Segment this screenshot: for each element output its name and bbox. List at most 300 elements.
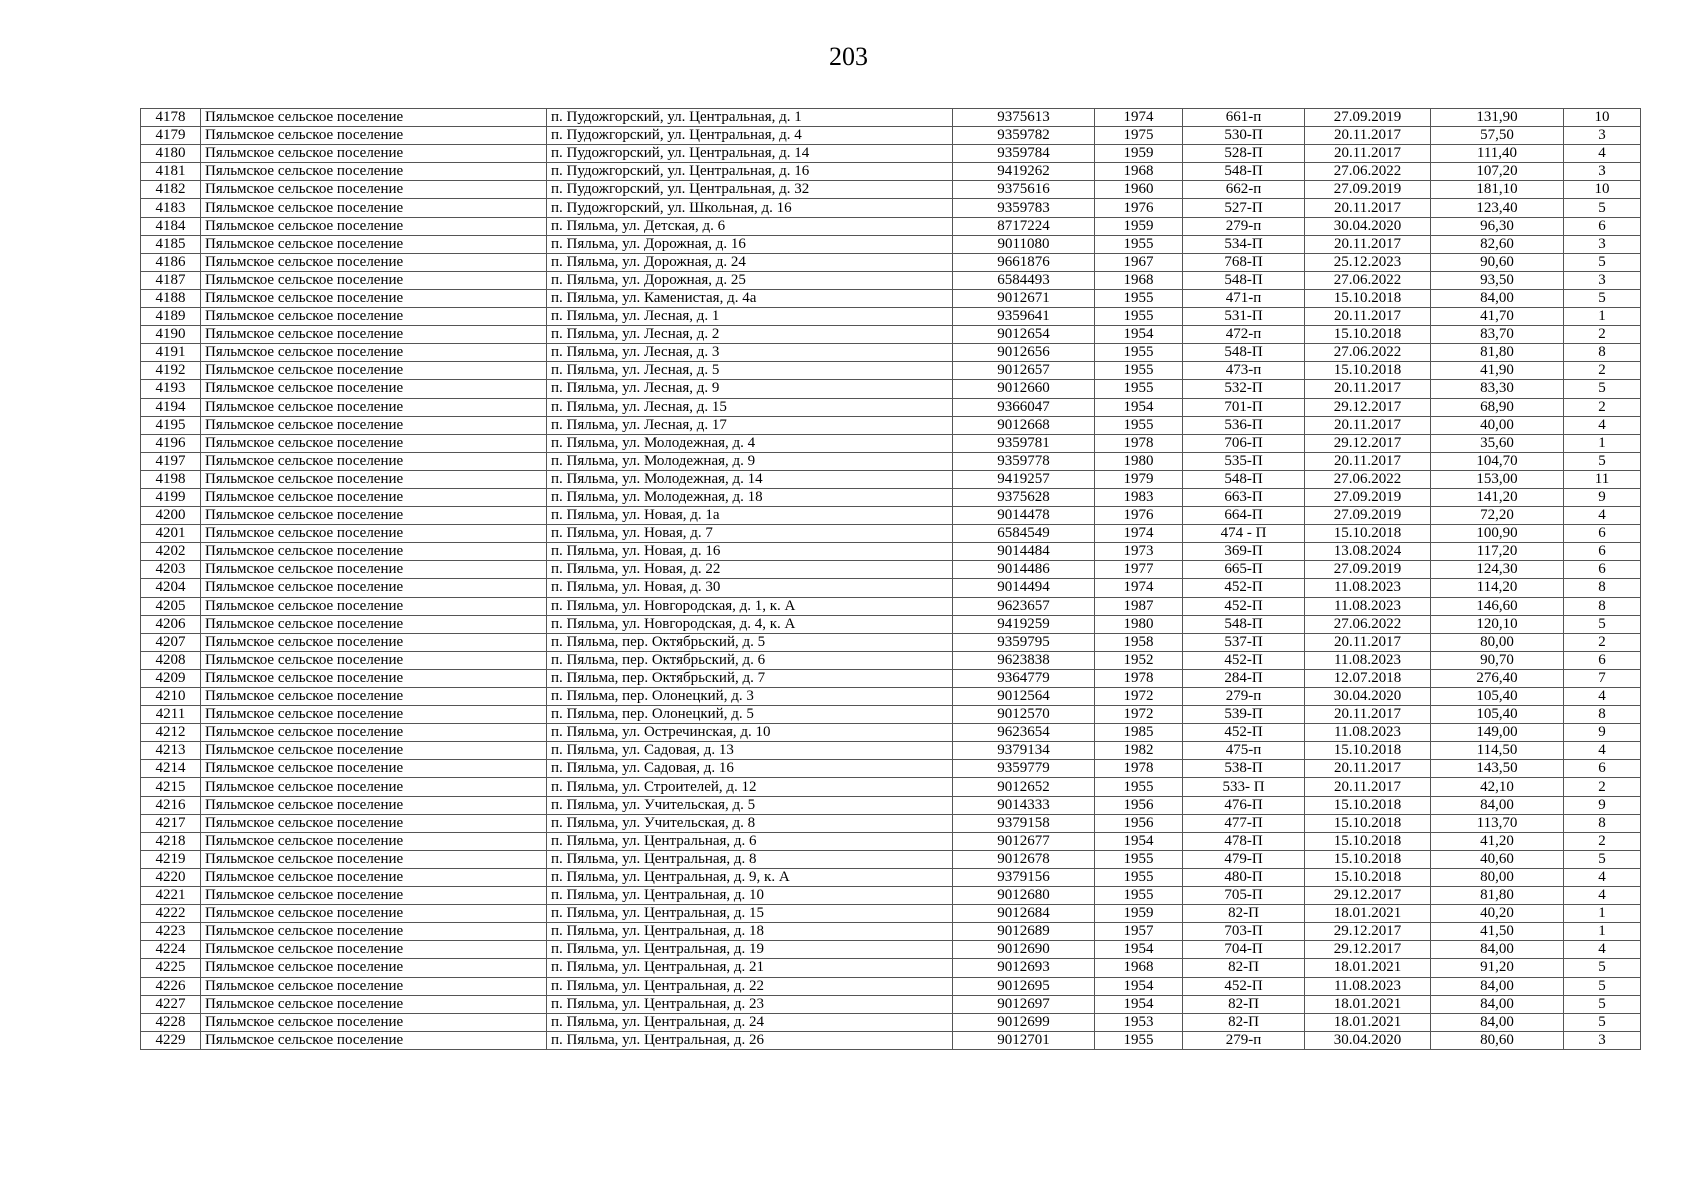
- record-number-cell: 4206: [141, 615, 201, 633]
- record-number-cell: 4178: [141, 109, 201, 127]
- area-value-cell: 276,40: [1431, 669, 1564, 687]
- decree-number-cell: 476-П: [1183, 796, 1305, 814]
- build-year-cell: 1967: [1095, 253, 1183, 271]
- record-number-cell: 4185: [141, 235, 201, 253]
- area-value-cell: 141,20: [1431, 488, 1564, 506]
- table-row: [141, 832, 1641, 850]
- settlement-name-cell: Пяльмское сельское поселение: [201, 977, 547, 995]
- decree-date-cell: 30.04.2020: [1305, 1031, 1431, 1049]
- table-row: [141, 398, 1641, 416]
- area-value-cell: 68,90: [1431, 398, 1564, 416]
- object-code-cell: 9012677: [953, 832, 1095, 850]
- count-value-cell: 6: [1564, 561, 1641, 579]
- build-year-cell: 1976: [1095, 199, 1183, 217]
- area-value-cell: 124,30: [1431, 561, 1564, 579]
- address-cell: п. Пудожгорский, ул. Центральная, д. 14: [547, 145, 953, 163]
- area-value-cell: 96,30: [1431, 217, 1564, 235]
- area-value-cell: 83,30: [1431, 380, 1564, 398]
- object-code-cell: 9012678: [953, 850, 1095, 868]
- count-value-cell: 5: [1564, 289, 1641, 307]
- settlement-name-cell: Пяльмское сельское поселение: [201, 561, 547, 579]
- table-row: [141, 326, 1641, 344]
- table-row: [141, 362, 1641, 380]
- settlement-name-cell: Пяльмское сельское поселение: [201, 362, 547, 380]
- address-cell: п. Пяльма, ул. Новая, д. 16: [547, 543, 953, 561]
- decree-date-cell: 15.10.2018: [1305, 326, 1431, 344]
- decree-number-cell: 548-П: [1183, 163, 1305, 181]
- object-code-cell: 9014484: [953, 543, 1095, 561]
- build-year-cell: 1955: [1095, 868, 1183, 886]
- address-cell: п. Пяльма, ул. Лесная, д. 9: [547, 380, 953, 398]
- address-cell: п. Пяльма, ул. Лесная, д. 17: [547, 416, 953, 434]
- record-number-cell: 4219: [141, 850, 201, 868]
- address-cell: п. Пяльма, ул. Центральная, д. 8: [547, 850, 953, 868]
- area-value-cell: 72,20: [1431, 507, 1564, 525]
- decree-date-cell: 15.10.2018: [1305, 832, 1431, 850]
- table-row: [141, 579, 1641, 597]
- record-number-cell: 4199: [141, 488, 201, 506]
- settlement-name-cell: Пяльмское сельское поселение: [201, 543, 547, 561]
- decree-number-cell: 452-П: [1183, 597, 1305, 615]
- record-number-cell: 4227: [141, 995, 201, 1013]
- build-year-cell: 1958: [1095, 633, 1183, 651]
- settlement-name-cell: Пяльмское сельское поселение: [201, 525, 547, 543]
- record-number-cell: 4201: [141, 525, 201, 543]
- object-code-cell: 9364779: [953, 669, 1095, 687]
- area-value-cell: 84,00: [1431, 941, 1564, 959]
- decree-date-cell: 11.08.2023: [1305, 977, 1431, 995]
- decree-date-cell: 15.10.2018: [1305, 814, 1431, 832]
- settlement-name-cell: Пяльмское сельское поселение: [201, 1031, 547, 1049]
- record-number-cell: 4215: [141, 778, 201, 796]
- decree-date-cell: 20.11.2017: [1305, 778, 1431, 796]
- address-cell: п. Пяльма, ул. Молодежная, д. 9: [547, 452, 953, 470]
- table-row: [141, 724, 1641, 742]
- count-value-cell: 5: [1564, 850, 1641, 868]
- area-value-cell: 114,20: [1431, 579, 1564, 597]
- decree-number-cell: 706-П: [1183, 434, 1305, 452]
- settlement-name-cell: Пяльмское сельское поселение: [201, 145, 547, 163]
- decree-number-cell: 665-П: [1183, 561, 1305, 579]
- address-cell: п. Пяльма, ул. Лесная, д. 1: [547, 308, 953, 326]
- decree-date-cell: 30.04.2020: [1305, 688, 1431, 706]
- decree-number-cell: 531-П: [1183, 308, 1305, 326]
- address-cell: п. Пяльма, ул. Лесная, д. 3: [547, 344, 953, 362]
- build-year-cell: 1980: [1095, 615, 1183, 633]
- build-year-cell: 1974: [1095, 579, 1183, 597]
- count-value-cell: 4: [1564, 868, 1641, 886]
- decree-number-cell: 473-п: [1183, 362, 1305, 380]
- settlement-name-cell: Пяльмское сельское поселение: [201, 651, 547, 669]
- decree-date-cell: 18.01.2021: [1305, 959, 1431, 977]
- address-cell: п. Пяльма, ул. Новая, д. 30: [547, 579, 953, 597]
- decree-date-cell: 27.06.2022: [1305, 163, 1431, 181]
- decree-number-cell: 533- П: [1183, 778, 1305, 796]
- decree-number-cell: 82-П: [1183, 1013, 1305, 1031]
- object-code-cell: 9661876: [953, 253, 1095, 271]
- table-row: [141, 941, 1641, 959]
- build-year-cell: 1954: [1095, 977, 1183, 995]
- address-cell: п. Пяльма, ул. Новая, д. 22: [547, 561, 953, 579]
- decree-number-cell: 664-П: [1183, 507, 1305, 525]
- build-year-cell: 1954: [1095, 832, 1183, 850]
- decree-number-cell: 284-П: [1183, 669, 1305, 687]
- build-year-cell: 1953: [1095, 1013, 1183, 1031]
- decree-number-cell: 661-п: [1183, 109, 1305, 127]
- record-number-cell: 4222: [141, 905, 201, 923]
- table-row: [141, 796, 1641, 814]
- object-code-cell: 9012656: [953, 344, 1095, 362]
- area-value-cell: 123,40: [1431, 199, 1564, 217]
- record-number-cell: 4190: [141, 326, 201, 344]
- count-value-cell: 2: [1564, 362, 1641, 380]
- area-value-cell: 84,00: [1431, 796, 1564, 814]
- table-row: [141, 742, 1641, 760]
- decree-date-cell: 29.12.2017: [1305, 398, 1431, 416]
- build-year-cell: 1960: [1095, 181, 1183, 199]
- settlement-name-cell: Пяльмское сельское поселение: [201, 850, 547, 868]
- table-row: [141, 868, 1641, 886]
- object-code-cell: 8717224: [953, 217, 1095, 235]
- record-number-cell: 4180: [141, 145, 201, 163]
- address-cell: п. Пудожгорский, ул. Центральная, д. 4: [547, 127, 953, 145]
- object-code-cell: 6584549: [953, 525, 1095, 543]
- table-row: [141, 633, 1641, 651]
- table-row: [141, 507, 1641, 525]
- object-code-cell: 9379158: [953, 814, 1095, 832]
- area-value-cell: 41,20: [1431, 832, 1564, 850]
- address-cell: п. Пяльма, пер. Октябрьский, д. 6: [547, 651, 953, 669]
- table-row: [141, 597, 1641, 615]
- count-value-cell: 5: [1564, 253, 1641, 271]
- object-code-cell: 9014478: [953, 507, 1095, 525]
- decree-number-cell: 536-П: [1183, 416, 1305, 434]
- record-number-cell: 4187: [141, 271, 201, 289]
- table-row: [141, 887, 1641, 905]
- decree-date-cell: 11.08.2023: [1305, 651, 1431, 669]
- area-value-cell: 81,80: [1431, 344, 1564, 362]
- settlement-name-cell: Пяльмское сельское поселение: [201, 289, 547, 307]
- count-value-cell: 1: [1564, 434, 1641, 452]
- settlement-name-cell: Пяльмское сельское поселение: [201, 959, 547, 977]
- address-cell: п. Пяльма, пер. Олонецкий, д. 5: [547, 706, 953, 724]
- table-row: [141, 995, 1641, 1013]
- table-row: [141, 651, 1641, 669]
- build-year-cell: 1955: [1095, 1031, 1183, 1049]
- object-code-cell: 9623838: [953, 651, 1095, 669]
- count-value-cell: 6: [1564, 525, 1641, 543]
- settlement-name-cell: Пяльмское сельское поселение: [201, 380, 547, 398]
- area-value-cell: 40,00: [1431, 416, 1564, 434]
- settlement-name-cell: Пяльмское сельское поселение: [201, 488, 547, 506]
- build-year-cell: 1955: [1095, 416, 1183, 434]
- build-year-cell: 1955: [1095, 887, 1183, 905]
- build-year-cell: 1968: [1095, 271, 1183, 289]
- build-year-cell: 1955: [1095, 235, 1183, 253]
- count-value-cell: 6: [1564, 543, 1641, 561]
- object-code-cell: 9014494: [953, 579, 1095, 597]
- settlement-name-cell: Пяльмское сельское поселение: [201, 597, 547, 615]
- decree-number-cell: 452-П: [1183, 651, 1305, 669]
- build-year-cell: 1968: [1095, 163, 1183, 181]
- table-row: [141, 778, 1641, 796]
- decree-number-cell: 532-П: [1183, 380, 1305, 398]
- build-year-cell: 1979: [1095, 470, 1183, 488]
- object-code-cell: 9359781: [953, 434, 1095, 452]
- decree-date-cell: 20.11.2017: [1305, 308, 1431, 326]
- table-row: [141, 669, 1641, 687]
- decree-number-cell: 475-п: [1183, 742, 1305, 760]
- count-value-cell: 5: [1564, 1013, 1641, 1031]
- decree-date-cell: 20.11.2017: [1305, 416, 1431, 434]
- settlement-name-cell: Пяльмское сельское поселение: [201, 778, 547, 796]
- record-number-cell: 4217: [141, 814, 201, 832]
- address-cell: п. Пяльма, ул. Строителей, д. 12: [547, 778, 953, 796]
- area-value-cell: 82,60: [1431, 235, 1564, 253]
- area-value-cell: 131,90: [1431, 109, 1564, 127]
- record-number-cell: 4216: [141, 796, 201, 814]
- object-code-cell: 9011080: [953, 235, 1095, 253]
- decree-number-cell: 452-П: [1183, 579, 1305, 597]
- object-code-cell: 9014486: [953, 561, 1095, 579]
- decree-number-cell: 768-П: [1183, 253, 1305, 271]
- table-row: [141, 271, 1641, 289]
- decree-number-cell: 528-П: [1183, 145, 1305, 163]
- decree-number-cell: 548-П: [1183, 615, 1305, 633]
- table-row: [141, 561, 1641, 579]
- decree-number-cell: 279-п: [1183, 1031, 1305, 1049]
- object-code-cell: 9375628: [953, 488, 1095, 506]
- decree-date-cell: 27.06.2022: [1305, 470, 1431, 488]
- table-row: [141, 543, 1641, 561]
- object-code-cell: 9359779: [953, 760, 1095, 778]
- build-year-cell: 1980: [1095, 452, 1183, 470]
- area-value-cell: 41,70: [1431, 308, 1564, 326]
- settlement-name-cell: Пяльмское сельское поселение: [201, 271, 547, 289]
- object-code-cell: 9012668: [953, 416, 1095, 434]
- decree-date-cell: 27.06.2022: [1305, 615, 1431, 633]
- area-value-cell: 105,40: [1431, 706, 1564, 724]
- address-cell: п. Пудожгорский, ул. Школьная, д. 16: [547, 199, 953, 217]
- object-code-cell: 9012660: [953, 380, 1095, 398]
- address-cell: п. Пяльма, ул. Дорожная, д. 25: [547, 271, 953, 289]
- address-cell: п. Пяльма, ул. Центральная, д. 9, к. А: [547, 868, 953, 886]
- build-year-cell: 1954: [1095, 995, 1183, 1013]
- record-number-cell: 4198: [141, 470, 201, 488]
- object-code-cell: 9012680: [953, 887, 1095, 905]
- area-value-cell: 81,80: [1431, 887, 1564, 905]
- record-number-cell: 4228: [141, 1013, 201, 1031]
- settlement-name-cell: Пяльмское сельское поселение: [201, 615, 547, 633]
- area-value-cell: 91,20: [1431, 959, 1564, 977]
- record-number-cell: 4197: [141, 452, 201, 470]
- table-row: [141, 145, 1641, 163]
- count-value-cell: 8: [1564, 579, 1641, 597]
- decree-date-cell: 27.09.2019: [1305, 109, 1431, 127]
- build-year-cell: 1955: [1095, 850, 1183, 868]
- build-year-cell: 1954: [1095, 941, 1183, 959]
- table-row: [141, 199, 1641, 217]
- decree-date-cell: 15.10.2018: [1305, 742, 1431, 760]
- build-year-cell: 1972: [1095, 706, 1183, 724]
- settlement-name-cell: Пяльмское сельское поселение: [201, 579, 547, 597]
- table-row: [141, 308, 1641, 326]
- table-row: [141, 470, 1641, 488]
- object-code-cell: 9012695: [953, 977, 1095, 995]
- decree-date-cell: 27.09.2019: [1305, 507, 1431, 525]
- count-value-cell: 4: [1564, 688, 1641, 706]
- decree-date-cell: 15.10.2018: [1305, 796, 1431, 814]
- decree-date-cell: 27.09.2019: [1305, 181, 1431, 199]
- table-row: [141, 344, 1641, 362]
- count-value-cell: 5: [1564, 452, 1641, 470]
- record-number-cell: 4189: [141, 308, 201, 326]
- decree-date-cell: 20.11.2017: [1305, 380, 1431, 398]
- address-cell: п. Пяльма, ул. Дорожная, д. 24: [547, 253, 953, 271]
- count-value-cell: 4: [1564, 416, 1641, 434]
- settlement-name-cell: Пяльмское сельское поселение: [201, 923, 547, 941]
- object-code-cell: 9359783: [953, 199, 1095, 217]
- area-value-cell: 42,10: [1431, 778, 1564, 796]
- record-number-cell: 4195: [141, 416, 201, 434]
- record-number-cell: 4224: [141, 941, 201, 959]
- decree-number-cell: 534-П: [1183, 235, 1305, 253]
- build-year-cell: 1978: [1095, 669, 1183, 687]
- decree-number-cell: 538-П: [1183, 760, 1305, 778]
- table-row: [141, 760, 1641, 778]
- object-code-cell: 9375616: [953, 181, 1095, 199]
- record-number-cell: 4214: [141, 760, 201, 778]
- record-number-cell: 4192: [141, 362, 201, 380]
- build-year-cell: 1954: [1095, 326, 1183, 344]
- table-row: [141, 217, 1641, 235]
- settlement-name-cell: Пяльмское сельское поселение: [201, 1013, 547, 1031]
- address-cell: п. Пяльма, ул. Центральная, д. 18: [547, 923, 953, 941]
- address-cell: п. Пяльма, ул. Лесная, д. 2: [547, 326, 953, 344]
- decree-date-cell: 15.10.2018: [1305, 525, 1431, 543]
- record-number-cell: 4205: [141, 597, 201, 615]
- count-value-cell: 5: [1564, 615, 1641, 633]
- decree-number-cell: 452-П: [1183, 977, 1305, 995]
- object-code-cell: 9012652: [953, 778, 1095, 796]
- count-value-cell: 3: [1564, 1031, 1641, 1049]
- count-value-cell: 8: [1564, 597, 1641, 615]
- count-value-cell: 5: [1564, 380, 1641, 398]
- settlement-name-cell: Пяльмское сельское поселение: [201, 127, 547, 145]
- count-value-cell: 2: [1564, 778, 1641, 796]
- decree-date-cell: 11.08.2023: [1305, 597, 1431, 615]
- build-year-cell: 1959: [1095, 145, 1183, 163]
- count-value-cell: 1: [1564, 923, 1641, 941]
- address-cell: п. Пяльма, ул. Молодежная, д. 18: [547, 488, 953, 506]
- decree-number-cell: 704-П: [1183, 941, 1305, 959]
- object-code-cell: 9623654: [953, 724, 1095, 742]
- build-year-cell: 1956: [1095, 796, 1183, 814]
- area-value-cell: 149,00: [1431, 724, 1564, 742]
- build-year-cell: 1959: [1095, 905, 1183, 923]
- object-code-cell: 9366047: [953, 398, 1095, 416]
- object-code-cell: 9419257: [953, 470, 1095, 488]
- object-code-cell: 9359784: [953, 145, 1095, 163]
- build-year-cell: 1972: [1095, 688, 1183, 706]
- count-value-cell: 11: [1564, 470, 1641, 488]
- settlement-name-cell: Пяльмское сельское поселение: [201, 868, 547, 886]
- decree-date-cell: 27.09.2019: [1305, 488, 1431, 506]
- build-year-cell: 1968: [1095, 959, 1183, 977]
- decree-date-cell: 29.12.2017: [1305, 941, 1431, 959]
- count-value-cell: 3: [1564, 271, 1641, 289]
- address-cell: п. Пяльма, ул. Центральная, д. 10: [547, 887, 953, 905]
- registry-table: [140, 108, 1641, 1050]
- build-year-cell: 1973: [1095, 543, 1183, 561]
- build-year-cell: 1982: [1095, 742, 1183, 760]
- count-value-cell: 6: [1564, 760, 1641, 778]
- object-code-cell: 9359795: [953, 633, 1095, 651]
- count-value-cell: 7: [1564, 669, 1641, 687]
- record-number-cell: 4179: [141, 127, 201, 145]
- settlement-name-cell: Пяльмское сельское поселение: [201, 814, 547, 832]
- decree-date-cell: 11.08.2023: [1305, 579, 1431, 597]
- build-year-cell: 1955: [1095, 380, 1183, 398]
- count-value-cell: 6: [1564, 217, 1641, 235]
- address-cell: п. Пяльма, ул. Центральная, д. 23: [547, 995, 953, 1013]
- table-row: [141, 109, 1641, 127]
- address-cell: п. Пяльма, ул. Остречинская, д. 10: [547, 724, 953, 742]
- count-value-cell: 2: [1564, 326, 1641, 344]
- build-year-cell: 1985: [1095, 724, 1183, 742]
- decree-date-cell: 15.10.2018: [1305, 850, 1431, 868]
- count-value-cell: 9: [1564, 796, 1641, 814]
- object-code-cell: 9379156: [953, 868, 1095, 886]
- count-value-cell: 2: [1564, 633, 1641, 651]
- address-cell: п. Пяльма, ул. Центральная, д. 19: [547, 941, 953, 959]
- count-value-cell: 10: [1564, 109, 1641, 127]
- decree-number-cell: 452-П: [1183, 724, 1305, 742]
- area-value-cell: 57,50: [1431, 127, 1564, 145]
- settlement-name-cell: Пяльмское сельское поселение: [201, 344, 547, 362]
- record-number-cell: 4225: [141, 959, 201, 977]
- decree-date-cell: 18.01.2021: [1305, 1013, 1431, 1031]
- table-row: [141, 706, 1641, 724]
- area-value-cell: 40,20: [1431, 905, 1564, 923]
- build-year-cell: 1978: [1095, 760, 1183, 778]
- area-value-cell: 146,60: [1431, 597, 1564, 615]
- build-year-cell: 1959: [1095, 217, 1183, 235]
- decree-number-cell: 472-п: [1183, 326, 1305, 344]
- decree-date-cell: 27.06.2022: [1305, 344, 1431, 362]
- decree-date-cell: 20.11.2017: [1305, 235, 1431, 253]
- area-value-cell: 153,00: [1431, 470, 1564, 488]
- table-row: [141, 850, 1641, 868]
- area-value-cell: 111,40: [1431, 145, 1564, 163]
- record-number-cell: 4207: [141, 633, 201, 651]
- decree-date-cell: 15.10.2018: [1305, 289, 1431, 307]
- decree-date-cell: 15.10.2018: [1305, 362, 1431, 380]
- object-code-cell: 9359641: [953, 308, 1095, 326]
- settlement-name-cell: Пяльмское сельское поселение: [201, 109, 547, 127]
- record-number-cell: 4221: [141, 887, 201, 905]
- page-number: 203: [829, 42, 868, 71]
- settlement-name-cell: Пяльмское сельское поселение: [201, 452, 547, 470]
- count-value-cell: 3: [1564, 127, 1641, 145]
- record-number-cell: 4188: [141, 289, 201, 307]
- table-row: [141, 235, 1641, 253]
- address-cell: п. Пяльма, ул. Центральная, д. 24: [547, 1013, 953, 1031]
- settlement-name-cell: Пяльмское сельское поселение: [201, 796, 547, 814]
- address-cell: п. Пяльма, ул. Дорожная, д. 16: [547, 235, 953, 253]
- area-value-cell: 80,60: [1431, 1031, 1564, 1049]
- address-cell: п. Пяльма, ул. Учительская, д. 5: [547, 796, 953, 814]
